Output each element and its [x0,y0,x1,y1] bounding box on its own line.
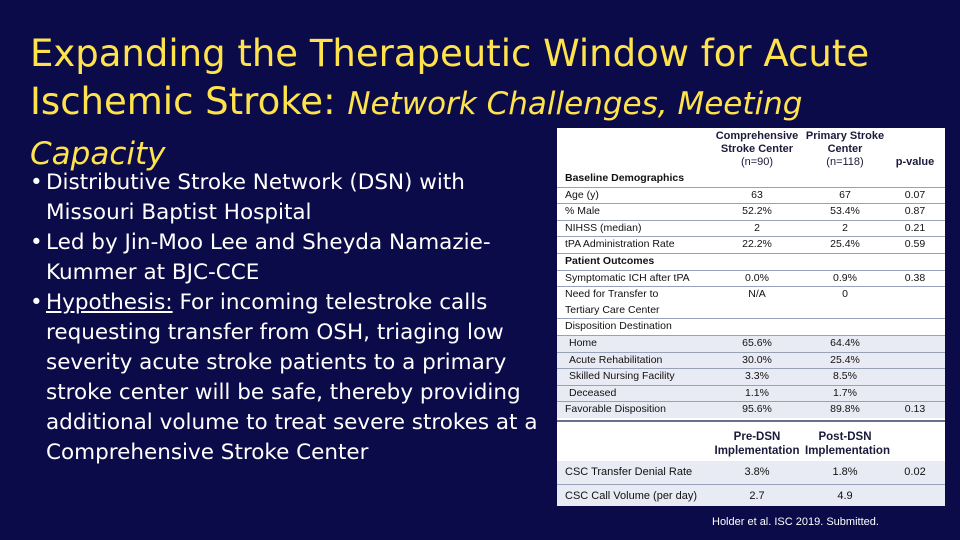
header-pvalue: p-value [895,156,935,168]
section-outcomes: Patient Outcomes [557,253,945,270]
title-subtitle: Network Challenges, Meeting Capacity [30,86,803,172]
bullet-list [30,168,542,468]
table-row: NIHSS (median) 2 2 0.21 [557,220,945,237]
header-csc-n: (n=90) [740,156,774,168]
table-row: Age (y) 63 67 0.07 [557,187,945,204]
table-row: Favorable Disposition 95.6% 89.8% 0.13 [557,402,945,418]
table-row: Home 65.6% 64.4% [557,335,945,352]
table-row: Deceased 1.1% 1.7% [557,385,945,402]
section-baseline: Baseline Demographics [557,171,945,187]
table-row: CSC Transfer Denial Rate 3.8% 1.8% 0.02 [557,461,945,485]
header-psc-n: (n=118) [826,156,864,168]
table-row: Skilled Nursing Facility 3.3% 8.5% [557,369,945,386]
outcomes-table-header [557,128,945,171]
outcomes-table [557,128,945,418]
table-row: Need for Transfer to N/A 0 [565,288,848,301]
table-row: Tertiary Care Center [557,303,945,319]
table-row: Symptomatic ICH after tPA 0.0% 0.9% 0.38 [557,270,945,287]
header-psc: Primary Stroke Center (n=118) [805,130,885,168]
header-csc: Comprehensive Stroke Center (n=90) [715,130,799,168]
header-pre-dsn: Pre-DSN Implementation [714,430,800,457]
table-row: Acute Rehabilitation 30.0% 25.4% [557,352,945,369]
hypothesis-text: For incoming telestroke calls requesting transfer from OSH, triaging low severity acute stroke patients to a primary stroke center will be safe, thereby providing additional volume to treat severe strokes at a Comprehensive Stroke Center [46,290,538,465]
title-line-2: Ischemic Stroke: [30,80,336,123]
table-divider [557,420,945,428]
table-row: Disposition Destination [557,319,945,336]
implementation-table-header [557,428,945,461]
header-post-dsn: Post-DSN Implementation [805,430,890,457]
title-line-1: Expanding the Therapeutic Window for Acute [30,32,870,75]
bullet-dsn: • Distributive Stroke Network (DSN) with Missouri Baptist Hospital [30,168,542,228]
results-table-panel [557,128,945,506]
bullet-led-by: • Led by Jin-Moo Lee and Sheyda Namazie-Kummer at BJC-CCE [30,228,542,288]
hypothesis-label: Hypothesis: [46,290,173,315]
table-row: % Male 52.2% 53.4% 0.87 [557,204,945,221]
citation: Holder et al. ISC 2019. Submitted. [712,516,879,528]
table-row: CSC Call Volume (per day) 2.7 4.9 [557,484,945,506]
table-row: tPA Administration Rate 22.2% 25.4% 0.59 [557,237,945,254]
bullet-hypothesis [30,288,542,468]
implementation-table [557,428,945,506]
